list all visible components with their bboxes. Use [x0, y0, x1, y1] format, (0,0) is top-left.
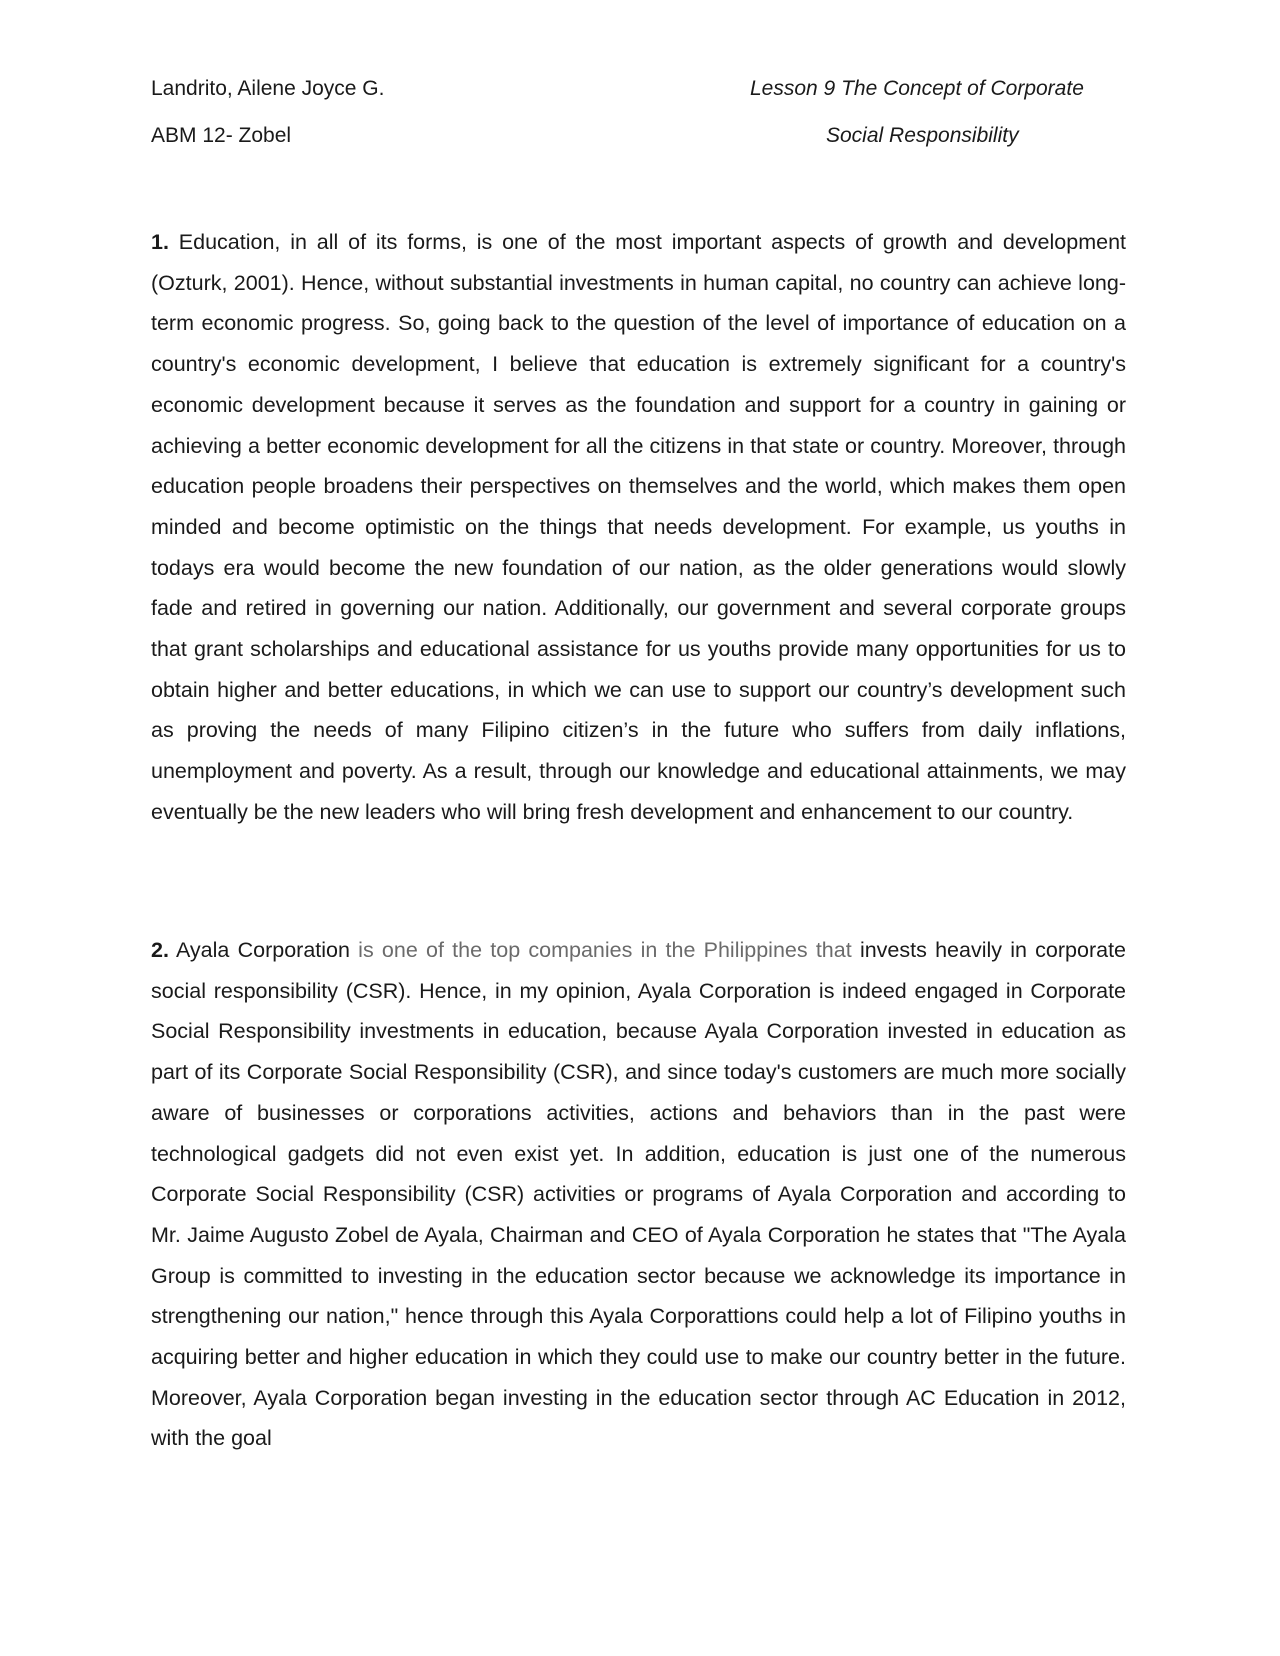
answer-2-paragraph — [151, 930, 1126, 1459]
student-name: Landrito, Ailene Joyce G. — [151, 77, 385, 100]
lesson-title-line-2: Social Responsibility — [826, 124, 1019, 147]
answer-2-muted-phrase: is one of the top companies in the Philippines that — [358, 938, 852, 962]
answer-1-paragraph — [151, 222, 1126, 833]
answer-1-number: 1. — [151, 230, 169, 254]
lesson-title-line-1: Lesson 9 The Concept of Corporate — [750, 77, 1084, 100]
answer-2-lead: Ayala Corporation — [175, 938, 350, 962]
answer-2-text: invests heavily in corporate social responsibility (CSR). Hence, in my opinion, Ayala Corporation is indeed engaged in Corporate Social Responsibility investments in education, because Ayala Corporation invested in education as part of its Corporate Social Responsibility (CSR), and since today's customers are much more socially aware of businesses or corporations activities, actions and behaviors than in the past were technological gadgets did not even exist yet. In addition, education is just one of the numerous Corporate Social Responsibility (CSR) activities or programs of Ayala Corporation and according to Mr. Jaime Augusto Zobel de Ayala, Chairman and CEO of Ayala Corporation he states that "The Ayala Group is committed to investing in the education sector because we acknowledge its importance in strengthening our nation," hence through this Ayala Corporattions could help a lot of Filipino youths in acquiring better and higher education in which they could use to make our country better in the future. Moreover, Ayala Corporation began investing in the education sector through AC Education in 2012, with the goal — [151, 938, 1126, 1451]
student-section: ABM 12- Zobel — [151, 124, 292, 147]
answer-1-text: Education, in all of its forms, is one of the most important aspects of growth and development (Ozturk, 2001). Hence, without substantial investments in human capital, no country can achieve long-term economic progress. So, going back to the question of the level of importance of education on a country's economic development, I believe that education is extremely significant for a country's economic development because it serves as the foundation and support for a country in gaining or achieving a better economic development for all the citizens in that state or country. Moreover, through education people broadens their perspectives on themselves and the world, which makes them open minded and become optimistic on the things that needs development. For example, us youths in todays era would become the new foundation of our nation, as the older generations would slowly fade and retired in governing our nation. Additionally, our government and several corporate groups that grant scholarships and educational assistance for us youths provide many opportunities for us to obtain higher and better educations, in which we can use to support our country’s development such as proving the needs of many Filipino citizen’s in the future who suffers from daily inflations, unemployment and poverty. As a result, through our knowledge and educational attainments, we may eventually be the new leaders who will bring fresh development and enhancement to our country. — [151, 230, 1126, 824]
answer-2-number: 2. — [151, 938, 169, 962]
